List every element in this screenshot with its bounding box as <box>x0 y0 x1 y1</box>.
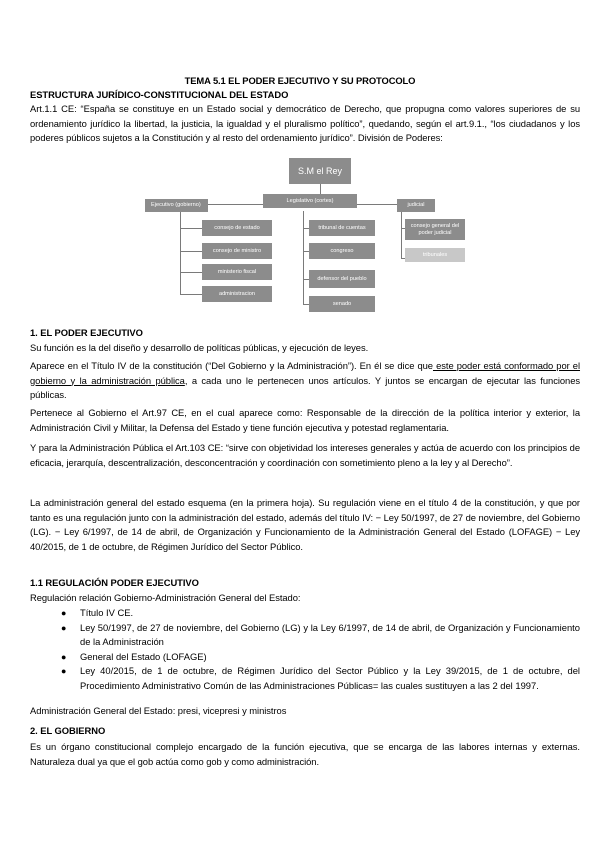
connector-line <box>208 204 264 205</box>
connector-line <box>320 184 321 194</box>
diagram-box-rey: S.M el Rey <box>289 158 351 184</box>
connector-line <box>180 272 202 273</box>
diagram-box-legislativo: Legislativo (cortes) <box>263 194 357 208</box>
paragraph: Es un órgano constitucional complejo encargado de la función ejecutiva, que se encarga de las labores internas y externas. Naturaleza dual ya que el gob actúa como gob y como administración. <box>30 741 580 767</box>
diagram-box-senado: senado <box>309 296 375 312</box>
bullet-icon: ● <box>61 608 67 618</box>
connector-line <box>180 251 202 252</box>
diagram-box-tribunal-cuentas: tribunal de cuentas <box>309 220 375 236</box>
section-heading: 2. EL GOBIERNO <box>30 725 106 736</box>
section-heading: 1.1 REGULACIÓN PODER EJECUTIVO <box>30 577 199 588</box>
section-subtitle: ESTRUCTURA JURÍDICO-CONSTITUCIONAL DEL ESTADO <box>30 89 289 100</box>
diagram-box-ministerio-fiscal: ministerio fiscal <box>202 264 272 280</box>
list-item <box>30 606 580 621</box>
bullet-icon: ● <box>61 622 67 633</box>
connector-line <box>180 228 202 229</box>
paragraph-text: , a cada uno le pertenecen unos artículos. Y juntos se encargan de ejecutar las funciones públicas. <box>30 374 580 401</box>
paragraph: Pertenece al Gobierno el Art.97 CE, en el cual aparece como: Responsable de la dirección de la política interior y exterior, la Administración Civil y Militar, la Defensa del Estado y tiene función ejecutiva y potestad reglamentaria. <box>30 407 580 433</box>
bullet-icon: ● <box>61 651 67 662</box>
diagram-box-consejo-estado: consejo de estado <box>202 220 272 236</box>
diagram-box-congreso: congreso <box>309 243 375 259</box>
page-title: TEMA 5.1 EL PODER EJECUTIVO Y SU PROTOCOLO <box>184 75 416 86</box>
connector-line <box>180 294 202 295</box>
list-item <box>30 664 580 693</box>
diagram-box-consejo-ministro: consejo de ministro <box>202 243 272 259</box>
bullet-icon: ● <box>61 666 67 677</box>
diagram-box-tribunales: tribunales <box>405 248 465 262</box>
list-item <box>30 650 580 665</box>
connector-line <box>303 211 304 305</box>
paragraph: La administración general del estado esquema (en la primera hoja). Su regulación viene en el título 4 de la constitución, y que por tanto es una regulación junto con la administración del estado, además del título IV: − Ley 50/1997, de 27 de noviembre, del Gobierno (LG). − Ley 6/1997, de 14 de abril, de Organización y Funcionamiento de la Administración General del Estado (LOFAGE) − Ley 40/2015, de 1 de octubre, de Régimen Jurídico del Sector Público. <box>30 497 580 552</box>
paragraph <box>30 359 580 403</box>
list-item <box>30 621 580 650</box>
paragraph: Administración General del Estado: presi, vicepresi y ministros <box>30 705 287 716</box>
list-item-text: General del Estado (LOFAGE) <box>80 650 207 662</box>
diagram-box-defensor-pueblo: defensor del pueblo <box>309 270 375 288</box>
intro-paragraph: Art.1.1 CE: “España se constituye en un Estado social y democrático de Derecho, que propugna como valores superiores de su ordenamiento jurídico la libertad, la justicia, la igualdad y el pluralismo político”, quedando, según el art.9.1., “los ciudadanos y los poderes públicos sujetos a la Constitución y al resto del ordenamiento jurídico”. División de Poderes: <box>30 103 580 144</box>
underlined-text: este poder está conformado por el gobierno y la administración pública <box>30 360 581 386</box>
connector-line <box>357 204 397 205</box>
list-item-text: Ley 40/2015, de 1 de octubre, de Régimen Jurídico del Sector Público y la Ley 39/2015, de 1 de octubre, del Procedimiento Administrativo Común de las Administraciones Públicas= las cuales sustituyen a las 2 del 1997. <box>80 665 580 691</box>
paragraph: Su función es la del diseño y desarrollo de políticas públicas, y ejecución de leyes. <box>30 342 369 353</box>
diagram-box-judicial: judicial <box>397 199 435 212</box>
list-item-text: Ley 50/1997, de 27 de noviembre, del Gobierno (LG) y la Ley 6/1997, de 14 de abril, de Organización y Funcionamiento de la Administración <box>80 621 580 648</box>
diagram-box-ejecutivo: Ejecutivo (gobierno) <box>145 199 208 212</box>
section-heading: 1. EL PODER EJECUTIVO <box>30 327 143 338</box>
connector-line <box>401 211 402 259</box>
connector-line <box>180 211 181 295</box>
diagram-box-administracion: administracion <box>202 286 272 302</box>
regulation-list <box>30 606 580 694</box>
diagram-box-cgpj: consejo general del poder judicial <box>405 219 465 240</box>
paragraph-text: Aparece en el Título IV de la constitución (“Del Gobierno y la Administración”). En él se dice que <box>30 360 433 371</box>
paragraph: Y para la Administración Pública el Art.103 CE: “sirve con objetividad los intereses generales y actúa de acuerdo con los principios de eficacia, jerarquía, descentralización, desconcentración y coordinación con sometimiento pleno a la ley y al Derecho”. <box>30 442 580 468</box>
paragraph: Regulación relación Gobierno-Administración General del Estado: <box>30 592 301 603</box>
list-item-text: Título IV CE. <box>80 607 134 618</box>
